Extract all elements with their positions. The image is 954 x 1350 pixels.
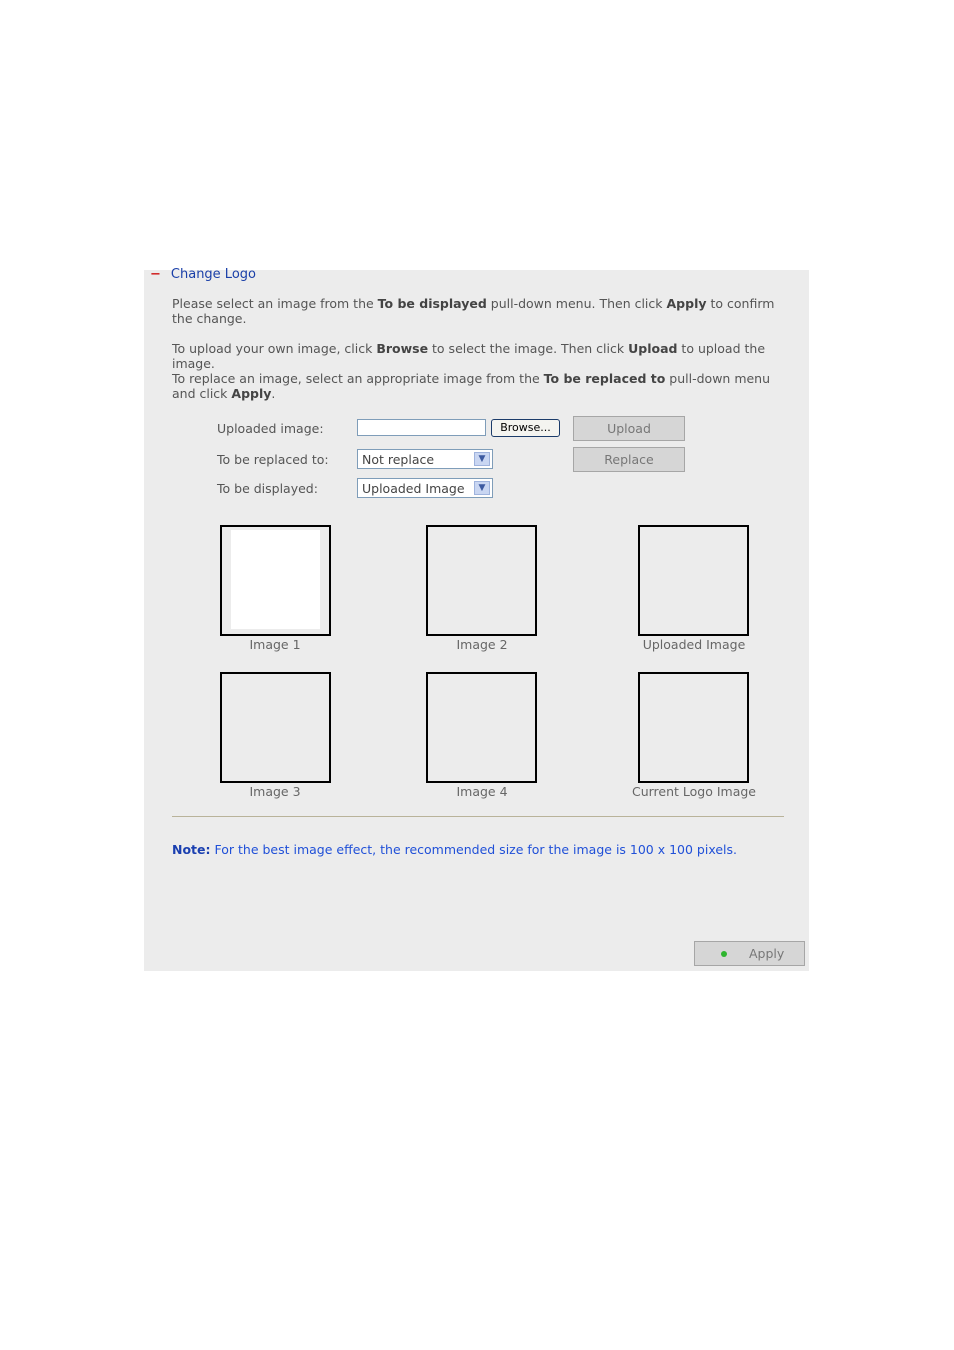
section-title[interactable]: Change Logo — [170, 267, 256, 282]
replaced-to-value: Not replace — [362, 452, 435, 467]
uploaded-image-label-caption: Uploaded Image — [642, 637, 746, 652]
note-label: Note: — [172, 842, 211, 857]
current-logo-label: Current Logo Image — [631, 784, 757, 799]
section-header[interactable] — [150, 267, 256, 282]
upload-button[interactable]: Upload — [573, 416, 685, 441]
current-logo-thumbnail[interactable] — [638, 672, 749, 783]
image-3-label: Image 3 — [249, 784, 301, 799]
image-2-label: Image 2 — [456, 637, 508, 652]
apply-button[interactable] — [694, 941, 805, 966]
uploaded-image-input[interactable] — [357, 419, 486, 436]
image-3-thumbnail[interactable] — [220, 672, 331, 783]
replaced-to-select[interactable] — [357, 449, 493, 469]
image-2-thumbnail[interactable] — [426, 525, 537, 636]
image-1-thumbnail[interactable] — [220, 525, 331, 636]
image-1-preview — [231, 530, 320, 629]
replace-button[interactable]: Replace — [573, 447, 685, 472]
note-text: For the best image effect, the recommended size for the image is 100 x 100 pixels. — [210, 842, 738, 857]
displayed-label: To be displayed: — [217, 481, 318, 496]
apply-label: Apply — [749, 946, 785, 961]
image-1-label: Image 1 — [249, 637, 301, 652]
displayed-value: Uploaded Image — [362, 481, 465, 496]
note — [172, 842, 737, 857]
uploaded-image-label: Uploaded image: — [217, 421, 324, 436]
status-dot-icon — [721, 951, 727, 957]
chevron-down-icon[interactable]: ▼ — [474, 481, 490, 495]
instruction-replace: To replace an image, select an appropriate image from the To be replaced to pull-down menu and click Apply. — [172, 371, 771, 401]
instruction-upload: To upload your own image, click Browse to select the image. Then click Upload to upload the image. — [172, 341, 766, 371]
uploaded-image-thumbnail[interactable] — [638, 525, 749, 636]
change-logo-panel — [144, 267, 809, 971]
image-4-label: Image 4 — [456, 784, 508, 799]
displayed-select[interactable] — [357, 478, 493, 498]
collapse-icon[interactable]: − — [150, 267, 161, 282]
image-4-thumbnail[interactable] — [426, 672, 537, 783]
replaced-to-label: To be replaced to: — [217, 452, 329, 467]
instruction-select: Please select an image from the To be displayed pull-down menu. Then click Apply to confirm the change. — [172, 296, 775, 326]
chevron-down-icon[interactable]: ▼ — [474, 452, 490, 466]
divider — [172, 816, 784, 817]
browse-button[interactable]: Browse... — [491, 419, 560, 437]
